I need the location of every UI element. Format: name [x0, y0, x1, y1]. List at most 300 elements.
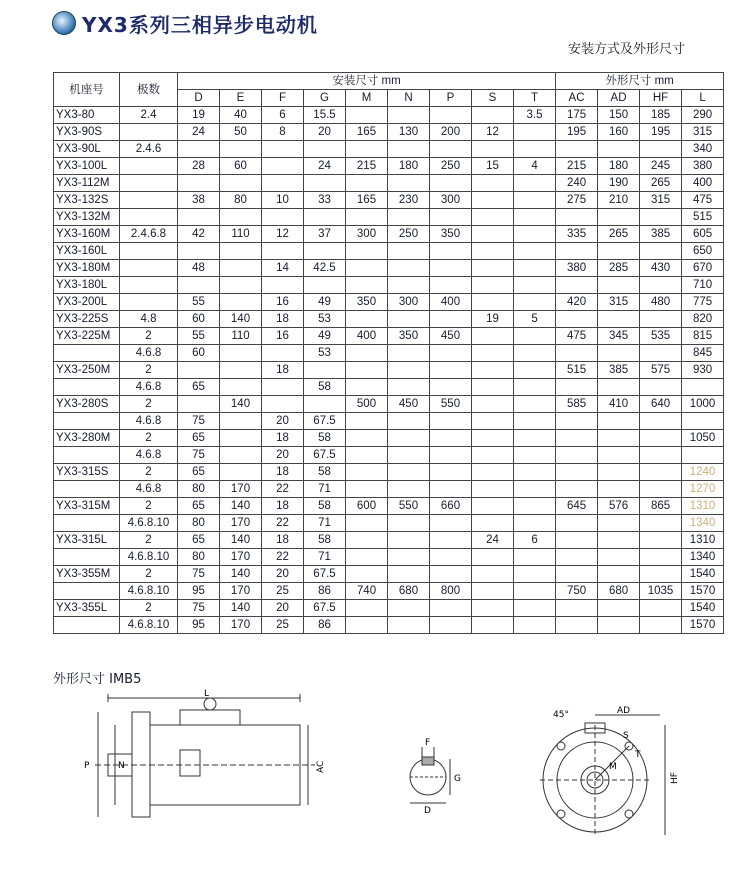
cell-hf — [640, 243, 682, 260]
cell-d: 75 — [178, 447, 220, 464]
cell-d: 48 — [178, 260, 220, 277]
table-row — [54, 430, 724, 447]
cell-hf: 640 — [640, 396, 682, 413]
cell-p — [430, 379, 472, 396]
cell-hf: 315 — [640, 192, 682, 209]
cell-f — [262, 277, 304, 294]
cell-g: 71 — [304, 515, 346, 532]
cell-ad: 190 — [598, 175, 640, 192]
cell-poles: 2 — [120, 396, 178, 413]
cell-n — [388, 430, 430, 447]
cell-frame — [54, 617, 120, 634]
cell-n — [388, 175, 430, 192]
cell-n: 550 — [388, 498, 430, 515]
front-view-drawing — [535, 705, 685, 840]
cell-ad — [598, 243, 640, 260]
dim-label-L: L — [204, 689, 210, 699]
cell-e — [220, 175, 262, 192]
cell-g: 58 — [304, 379, 346, 396]
dim-label-T: T — [635, 750, 641, 760]
cell-d — [178, 175, 220, 192]
table-row — [54, 379, 724, 396]
cell-l: 1570 — [682, 617, 724, 634]
cell-g: 71 — [304, 481, 346, 498]
cell-g: 15.5 — [304, 107, 346, 124]
cell-f: 20 — [262, 600, 304, 617]
cell-g — [304, 209, 346, 226]
cell-p — [430, 532, 472, 549]
cell-t — [514, 124, 556, 141]
cell-l: 1340 — [682, 549, 724, 566]
cell-p: 350 — [430, 226, 472, 243]
cell-m — [346, 464, 388, 481]
cell-l: 605 — [682, 226, 724, 243]
cell-l: 400 — [682, 175, 724, 192]
cell-p — [430, 566, 472, 583]
cell-ad: 576 — [598, 498, 640, 515]
shaft-section-drawing — [400, 735, 470, 815]
cell-s — [472, 566, 514, 583]
cell-hf: 385 — [640, 226, 682, 243]
cell-g: 49 — [304, 328, 346, 345]
cell-ac: 335 — [556, 226, 598, 243]
cell-f: 10 — [262, 192, 304, 209]
cell-l: 820 — [682, 311, 724, 328]
cell-ad — [598, 277, 640, 294]
cell-l: 1570 — [682, 583, 724, 600]
cell-poles: 2 — [120, 328, 178, 345]
cell-p: 200 — [430, 124, 472, 141]
cell-ad — [598, 566, 640, 583]
cell-f: 20 — [262, 447, 304, 464]
cell-n: 180 — [388, 158, 430, 175]
cell-m — [346, 277, 388, 294]
cell-poles: 2 — [120, 566, 178, 583]
cell-frame: YX3-355L — [54, 600, 120, 617]
cell-poles: 4.6.8 — [120, 413, 178, 430]
cell-p: 450 — [430, 328, 472, 345]
cell-ac: 645 — [556, 498, 598, 515]
cell-f — [262, 175, 304, 192]
cell-g: 33 — [304, 192, 346, 209]
cell-p — [430, 464, 472, 481]
cell-f: 25 — [262, 617, 304, 634]
cell-m — [346, 379, 388, 396]
cell-n — [388, 345, 430, 362]
cell-p — [430, 430, 472, 447]
cell-t — [514, 192, 556, 209]
cell-frame: YX3-225M — [54, 328, 120, 345]
cell-poles: 4.6.8 — [120, 447, 178, 464]
cell-g — [304, 277, 346, 294]
cell-f: 25 — [262, 583, 304, 600]
cell-g: 37 — [304, 226, 346, 243]
cell-s — [472, 175, 514, 192]
cell-l: 815 — [682, 328, 724, 345]
cell-d: 60 — [178, 345, 220, 362]
cell-n — [388, 566, 430, 583]
cell-f: 18 — [262, 311, 304, 328]
cell-ac: 585 — [556, 396, 598, 413]
cell-frame — [54, 481, 120, 498]
cell-e — [220, 277, 262, 294]
cell-g: 71 — [304, 549, 346, 566]
cell-ad — [598, 481, 640, 498]
table-row — [54, 260, 724, 277]
cell-p: 800 — [430, 583, 472, 600]
page-subtitle: 安装方式及外形尺寸 — [568, 42, 686, 57]
cell-t: 6 — [514, 532, 556, 549]
cell-ad — [598, 549, 640, 566]
cell-d: 55 — [178, 294, 220, 311]
cell-s — [472, 413, 514, 430]
header-col-p: P — [430, 90, 472, 107]
header-col-n: N — [388, 90, 430, 107]
cell-f: 22 — [262, 515, 304, 532]
cell-f: 22 — [262, 549, 304, 566]
cell-n: 130 — [388, 124, 430, 141]
cell-n: 350 — [388, 328, 430, 345]
cell-n — [388, 141, 430, 158]
cell-g: 67.5 — [304, 447, 346, 464]
cell-frame: YX3-315S — [54, 464, 120, 481]
cell-poles: 2 — [120, 464, 178, 481]
header-col-hf: HF — [640, 90, 682, 107]
cell-e: 140 — [220, 498, 262, 515]
dim-label-AD: AD — [617, 706, 631, 716]
cell-l: 775 — [682, 294, 724, 311]
cell-ad — [598, 617, 640, 634]
cell-poles — [120, 124, 178, 141]
cell-l: 1310 — [682, 532, 724, 549]
cell-ac — [556, 566, 598, 583]
lifting-eye — [204, 698, 216, 710]
cell-t — [514, 617, 556, 634]
cell-poles — [120, 277, 178, 294]
cell-g: 86 — [304, 617, 346, 634]
cell-ac — [556, 481, 598, 498]
cell-hf: 430 — [640, 260, 682, 277]
cell-frame: YX3-200L — [54, 294, 120, 311]
cell-frame: YX3-355M — [54, 566, 120, 583]
cell-frame: YX3-180L — [54, 277, 120, 294]
table-row — [54, 107, 724, 124]
cell-hf — [640, 464, 682, 481]
cell-f: 12 — [262, 226, 304, 243]
cell-n — [388, 464, 430, 481]
cell-d: 65 — [178, 464, 220, 481]
cell-ad — [598, 345, 640, 362]
cell-e: 140 — [220, 532, 262, 549]
cell-e: 140 — [220, 396, 262, 413]
table-row — [54, 447, 724, 464]
cell-frame: YX3-315M — [54, 498, 120, 515]
cell-d: 95 — [178, 617, 220, 634]
cell-ac: 275 — [556, 192, 598, 209]
cell-frame — [54, 345, 120, 362]
header-col-s: S — [472, 90, 514, 107]
cell-l: 290 — [682, 107, 724, 124]
cell-t — [514, 498, 556, 515]
cell-g: 24 — [304, 158, 346, 175]
cell-s — [472, 498, 514, 515]
cell-e: 170 — [220, 481, 262, 498]
cell-ad: 345 — [598, 328, 640, 345]
cell-ad: 210 — [598, 192, 640, 209]
cell-m: 165 — [346, 124, 388, 141]
spec-table — [53, 72, 724, 634]
cell-d: 75 — [178, 413, 220, 430]
cell-ac — [556, 209, 598, 226]
cell-frame — [54, 379, 120, 396]
cell-m: 400 — [346, 328, 388, 345]
cell-t — [514, 447, 556, 464]
cell-ad — [598, 600, 640, 617]
cell-t — [514, 175, 556, 192]
cell-t: 3.5 — [514, 107, 556, 124]
cell-m: 165 — [346, 192, 388, 209]
cell-s — [472, 209, 514, 226]
table-row — [54, 158, 724, 175]
cell-ac — [556, 277, 598, 294]
cell-f: 14 — [262, 260, 304, 277]
cell-g: 58 — [304, 498, 346, 515]
cell-g: 67.5 — [304, 600, 346, 617]
cell-l — [682, 379, 724, 396]
cell-poles: 4.6.8.10 — [120, 549, 178, 566]
cell-p — [430, 345, 472, 362]
cell-poles — [120, 209, 178, 226]
cell-p — [430, 413, 472, 430]
cell-d: 19 — [178, 107, 220, 124]
cell-ad — [598, 515, 640, 532]
cell-frame — [54, 549, 120, 566]
table-row — [54, 311, 724, 328]
cell-f: 20 — [262, 413, 304, 430]
cell-e: 140 — [220, 600, 262, 617]
table-row — [54, 413, 724, 430]
cell-g: 58 — [304, 430, 346, 447]
dim-label-D: D — [424, 806, 431, 816]
cell-ad — [598, 209, 640, 226]
cell-t — [514, 226, 556, 243]
cell-e: 80 — [220, 192, 262, 209]
cell-f: 18 — [262, 362, 304, 379]
table-row — [54, 243, 724, 260]
cell-t — [514, 600, 556, 617]
cell-e: 170 — [220, 515, 262, 532]
cell-n — [388, 243, 430, 260]
cell-t — [514, 243, 556, 260]
cell-p — [430, 617, 472, 634]
cell-e — [220, 345, 262, 362]
cell-e — [220, 209, 262, 226]
header-col-ac: AC — [556, 90, 598, 107]
brand-logo-icon — [52, 11, 76, 35]
cell-p: 300 — [430, 192, 472, 209]
cell-t — [514, 141, 556, 158]
cell-s — [472, 600, 514, 617]
cell-l — [682, 413, 724, 430]
cell-m — [346, 532, 388, 549]
cell-poles — [120, 243, 178, 260]
cell-e: 110 — [220, 226, 262, 243]
cell-s — [472, 583, 514, 600]
cell-n: 230 — [388, 192, 430, 209]
cell-ad: 265 — [598, 226, 640, 243]
cell-f: 6 — [262, 107, 304, 124]
cell-e — [220, 294, 262, 311]
cell-n: 680 — [388, 583, 430, 600]
cell-p: 660 — [430, 498, 472, 515]
cell-t — [514, 396, 556, 413]
side-view-drawing — [80, 689, 326, 835]
cell-ac — [556, 464, 598, 481]
cell-e: 140 — [220, 566, 262, 583]
cell-ac — [556, 243, 598, 260]
cell-ad: 385 — [598, 362, 640, 379]
cell-n: 300 — [388, 294, 430, 311]
cell-l: 1540 — [682, 566, 724, 583]
cell-n — [388, 413, 430, 430]
cell-t — [514, 328, 556, 345]
dim-label-F: F — [425, 738, 431, 748]
cell-e: 40 — [220, 107, 262, 124]
cell-t — [514, 345, 556, 362]
cell-l: 1340 — [682, 515, 724, 532]
cell-ad: 680 — [598, 583, 640, 600]
cell-frame: YX3-132M — [54, 209, 120, 226]
cell-hf — [640, 430, 682, 447]
cell-f: 18 — [262, 464, 304, 481]
cell-f: 18 — [262, 498, 304, 515]
dim-label-angle: 45° — [553, 710, 569, 720]
dim-label-M: M — [609, 762, 617, 772]
header-col-l: L — [682, 90, 724, 107]
cell-hf: 865 — [640, 498, 682, 515]
cell-g — [304, 396, 346, 413]
cell-t — [514, 430, 556, 447]
cell-m: 500 — [346, 396, 388, 413]
cell-poles: 2 — [120, 498, 178, 515]
cell-poles — [120, 175, 178, 192]
cell-ac: 215 — [556, 158, 598, 175]
cell-s — [472, 192, 514, 209]
cell-f: 16 — [262, 328, 304, 345]
cell-t — [514, 413, 556, 430]
cell-frame: YX3-160M — [54, 226, 120, 243]
cell-hf: 480 — [640, 294, 682, 311]
cell-f — [262, 158, 304, 175]
cell-n — [388, 515, 430, 532]
cell-ac — [556, 447, 598, 464]
cell-ac — [556, 617, 598, 634]
cell-m — [346, 617, 388, 634]
cell-m — [346, 481, 388, 498]
cell-poles — [120, 294, 178, 311]
cell-g: 42.5 — [304, 260, 346, 277]
cell-l: 1270 — [682, 481, 724, 498]
cell-poles: 4.6.8.10 — [120, 515, 178, 532]
dim-label-HF: HF — [670, 772, 680, 784]
cell-n: 450 — [388, 396, 430, 413]
cell-frame: YX3-90S — [54, 124, 120, 141]
table-row — [54, 532, 724, 549]
cell-s — [472, 447, 514, 464]
cell-e — [220, 447, 262, 464]
table-row — [54, 277, 724, 294]
cell-n — [388, 617, 430, 634]
header-col-t: T — [514, 90, 556, 107]
cell-frame — [54, 447, 120, 464]
table-row — [54, 192, 724, 209]
cell-s: 12 — [472, 124, 514, 141]
table-row — [54, 498, 724, 515]
cell-g: 67.5 — [304, 413, 346, 430]
cell-m — [346, 600, 388, 617]
cell-g — [304, 243, 346, 260]
header-col-ad: AD — [598, 90, 640, 107]
cell-t — [514, 566, 556, 583]
cell-l: 315 — [682, 124, 724, 141]
cell-frame — [54, 515, 120, 532]
cell-poles: 4.6.8.10 — [120, 583, 178, 600]
cell-l: 1050 — [682, 430, 724, 447]
cell-n — [388, 362, 430, 379]
table-row — [54, 345, 724, 362]
cell-l: 1310 — [682, 498, 724, 515]
cell-l: 1540 — [682, 600, 724, 617]
cell-m — [346, 515, 388, 532]
cell-ad — [598, 447, 640, 464]
cell-ad — [598, 532, 640, 549]
cell-poles: 4.6.8.10 — [120, 617, 178, 634]
cell-d: 65 — [178, 498, 220, 515]
cell-d: 80 — [178, 515, 220, 532]
header-col-e: E — [220, 90, 262, 107]
cell-f: 22 — [262, 481, 304, 498]
cell-ad — [598, 430, 640, 447]
cell-p — [430, 481, 472, 498]
table-row — [54, 600, 724, 617]
cell-t — [514, 583, 556, 600]
cell-m — [346, 175, 388, 192]
cell-d — [178, 362, 220, 379]
cell-d: 80 — [178, 549, 220, 566]
table-row — [54, 549, 724, 566]
cell-m — [346, 209, 388, 226]
cell-t — [514, 277, 556, 294]
cell-ac — [556, 430, 598, 447]
cell-g: 58 — [304, 532, 346, 549]
cell-ac — [556, 345, 598, 362]
cell-t — [514, 260, 556, 277]
table-row — [54, 328, 724, 345]
cell-m — [346, 413, 388, 430]
cell-hf: 265 — [640, 175, 682, 192]
cell-ad — [598, 464, 640, 481]
cell-ac — [556, 141, 598, 158]
cell-t — [514, 515, 556, 532]
cell-p: 250 — [430, 158, 472, 175]
cell-ad: 410 — [598, 396, 640, 413]
cell-frame: YX3-225S — [54, 311, 120, 328]
cell-d: 65 — [178, 379, 220, 396]
cell-e — [220, 379, 262, 396]
cell-l: 380 — [682, 158, 724, 175]
cell-d: 38 — [178, 192, 220, 209]
cell-s — [472, 549, 514, 566]
